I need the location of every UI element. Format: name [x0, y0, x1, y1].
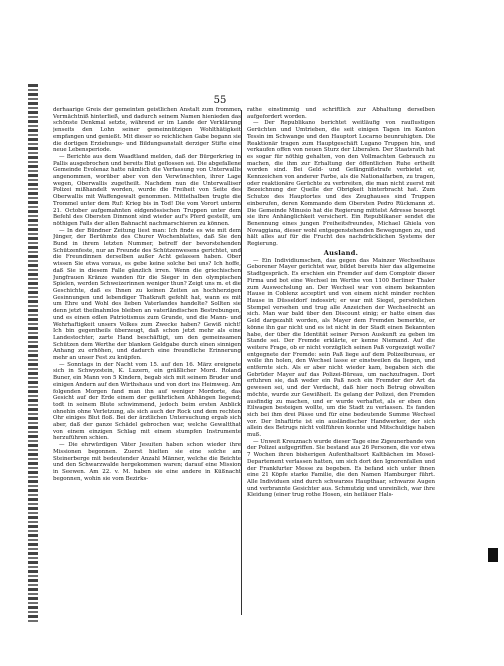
scan-corner-mark [488, 548, 498, 562]
column-divider [241, 110, 242, 615]
paragraph: — Ein Individiumschen, das gegen das Mainzer Wechselhaus Geborener Mayer gerichtet war, bildet bereits hier das allgemeine Stadtgespräch. Es erschien ein Fremder auf dem Comptoir dieser Firma und bot eine Wechsel im Werthe von 1100 Berliner Thaler zum Auswechslung an. Der Wechsel war von einem bekannten Hause in Coblenz acceptirt und von einem nicht minder rechten Hause in Düsseldorf indossirt; er war mit Siegel, persönlichen Stempel versehen und trug alle Anzeichen der Wechselrecht an sich. Man war bald über den Discount einig; er hatte einen das Geld dargezahlt worden, als Mayer dem Fremden bemerkte, er könne ihn gar nicht und es ist nicht in der Stadt einen Bekannten habe, der über die Identität seiner Person Auskunft zu geben im Stande sei. Der Fremde erklärte, er kenne Niemand. Auf die weitere Frage, ob er nicht vorzüglich seinen Paß vorgezeigt wolle? entgegnete der Fremde: sein Paß liege auf dem Polizeibureau, er wolle ihn holen, den Wechsel lasse er einstweilen da liegen, und entfernte sich. Als er aber nicht wieder kam, begaben sich die Gebrüder Mayer auf das Polizei-Büreau, um nachzufragen. Dort erfuhren sie, daß weder ein Paß noch ein Fremder der Art da gewesen sei, und der Verdacht, daß hier noch Betrug obwalten möchte, wurde zur Gewißheit. Es gelang der Polizei, den Fremden ausfindig zu machen, und er wurde verhaftet, als er eben den Eilwagen besteigen wollte, um die Stadt zu verlassen. Es fanden sich bei ihm drei Pässe und für eine bedeutende Summe Wechsel vor. Der Inhaftirte ist ein ausländischer Handwerker, der sich allein des Betrugs nicht vollführen konnte und Mitschuldige haben muß. [247, 257, 435, 439]
paragraph: — Unweit Kreuznach wurde dieser Tage eine Zigeunerbande von der Polizei aufgegriffen. Sie bestand aus 26 Personen, die vor etwa 7 Wochen ihren bisherigen Aufenthaltsort Kaltbächen im Mosel-Departement verlassen hatten, um sich dort den Ignorenfallen und der Frankfurter Messe zu begeben. Es befand sich unter ihnen eine 21 Köpfe starke Familie, die den Namen Hamburger führt. Alle Individuen sind durch schwarzes Haupthaar, schwarze Augen und verbrannte Gesichter aus. Schmutzig und unreinlich, war ihre Kleidung (einer trug rothe Hosen, ein heiläuer Hals- [247, 438, 435, 499]
right-column [247, 107, 435, 617]
paragraph: — Berichte aus dem Waadtland melden, daß der Bürgerkrieg in Pallis ausgebrochen und bereits Blut geflossen sei. Die abgefallene Gemeinde Evolenaz hatte nämlich die Verfassung von Unterwallis angenommen, worüber aber von den Verwünschten, ihrer Lage wegen, Oberwallis zugetheilt. Nachdem nun die Unterwalliser Polizei mißhandelt worden, wurde die Freiheit von Seite des Oberwallis mit Waffengewalt genommen. Mittelhalben trugte die Trommel unter dem Ruf: Krieg bis in Tod! Die vom Vorort unterm 21. October aufgemahnten eidgenössischen Truppen unter dem Befehl des Obersten Dinmont sind wieder auf's Pferd gestellt, um nöthigen Falls der allen Bahnacht nachmarschieren zu können. [53, 153, 241, 227]
paragraph: — Der Republikano berichtet weitläufig von rauflustigen Gerüchten und Umtrieben, die seit einigen Tagen im Kanton Tessin im Schwange und den Hauptort Locarno beunruhigten. Die Reaktionär tragen zum Hauptgeschäft Lugano Truppen hin, und verkaufen offen von neuen Sturz der Liberalen. Der Staatsrath hat es sogar für nöthig gehalten, von den Vollmachten Gebrauch zu machen, die ihm zur Erhaltung der öffentlichen Ruhe ertheilt worden sind. Bei Geld- und Gefängnißstrafe verbietet er, Kennzeichen von anderer Farbe, als die Nationalfarben, zu tragen, oder reaktionäre Gerüchte zu verbreiten, die man nicht zuerst mit Bezeichnung der Quelle der Obrigkeit hinterbracht hat. Zum Schutze des Hauptortes und des Zeughauses sind Truppen einberufen, deren Kommando dem Obersten Pedro Rückmann zt. Die Gemeinde Minusio hat die Regierung mittelst Adresse besorgt sie ihre Anhänglichkeit versichert. Ein Republikaner sendet die Benennung eines jungen Freiheitsfreundes, Michael Ghiela von Novaggiana, dieser wohl entgegenstehenden Bewegungen zu, und hält alles auf für die Frucht des nachdrücklichen Systems der Regierung. [247, 120, 435, 248]
binding-edge [28, 84, 38, 624]
left-column [53, 107, 241, 617]
paragraph: rathe einstimmig und schriftlich zur Abhaltung derselben aufgefordert worden. [247, 107, 435, 120]
section-heading: Ausland. [323, 248, 359, 257]
paragraph: derhaarige Greis der gemeinten geistlichen Anstalt zum frommen Vermächtniß hinterließ, und dadurch seinem Namen hienieden das schönste Denkmal setzte, während er im Lande der Verklärung jenseits den Lohn seiner gemeinnützigen Wohlthätigkeit empfangen und genießt. Mit dieser so reichlichen Gabe begann sie die dortigen Erziehungs- und Bildungsanstalt derziger Stifte eine neue Lebensperiode. [53, 107, 241, 154]
paragraph: — In der Bündner Zeitung liest man: Ich finde es wie mit dem Jünger, der Berühmte des Churer Wochenblattes, daß Sie den Bund in ihrem letzten Nummer, betreff der bevorstehenden Schützenfeste, nur an Freunde des Schützenwesens gerichtet, und die Freundinnen derselben außer Acht gelassen haben. Ober wissen Sie etwa voraus, es gebe keine solche bei uns? Ich hoffe, daß Sie in diesem Falle gänzlich irren. Wenn die griechischen Jungfrauen Kränze wanden für die Sieger in den olympischen Spielen, werden Schweizerinnen weniger thun? Zeigt uns m. et die Geschichte, daß es Ihnen zu keinen Zeiten an hochherzigen Gesinnungen und lebendiger Thatkraft gefehlt hat, wann es mit um Ehre und Wohl des lieben Vaterlandes handelte? Sollten sie denn jetzt theilnahmlos bleiben an vaterländischen Bestrebungen, und es einen edlen Patriotismus zum Grunde, und die Mann- und Wehrhaftigkeit unsers Volkes zum Zwecke haben? Gewiß nicht! Ich bin gegentheils überzeugt, daß schon jetzt mehr als eine Landestochter, zarte Hand beschäftigt, um den gemeinsamen Schützen dem Werthe der blanken Geldgabe durch einen sinnigen Anhang zu erhöhen, und dadurch eine freundliche Erinnerung mehr an unser Fest zu knüpfen. [53, 227, 241, 362]
paragraph: — Die ehrwürdigen Väter Jesuiten haben schon wieder ihre Missionen begonnen. Zuerst hielten sie eine solche am Steinerberge mit bedeutender Anzahl Männer, welche die Beichte und den Schwarzwalde hergekommen waren; darauf eine Mission in Seewen. Am 22. v. M. haben sie eine andere in Küßnacht begonnen, wohin sie vom Bezirks- [53, 442, 241, 482]
paragraph: — Sonntags in der Nacht vom 15. auf den 16. März ereignete sich in Schwyzstein, K. Luzern, ein gräßlicher Mord. Roland Buner, ein Mann von 5 Kindern, begab sich mit seinem Bruder und einigen Andern auf den Wirthshaus und von dort ins Heimweg. Am folgenden Morgen fand man ihn auf weniger Mordorte, das Gesicht auf der Erde einem der gefährlichen Abhängen liegend; todt in seinem Blute schwimmend, jedoch beim ersten Anblick ohnehin ohne Verletzung, als sich auch der Rock und dem rechten Ohr einiges Blut floß. Bei der ärztlichen Untersuchung ergab sich aber, daß der ganze Schädel gebrochen war, welche Gewaltthat von einem einzigen Schlag mit einem stumpfen Instrumente herzuführen schien. [53, 361, 241, 442]
page-number: 55 [213, 95, 227, 106]
